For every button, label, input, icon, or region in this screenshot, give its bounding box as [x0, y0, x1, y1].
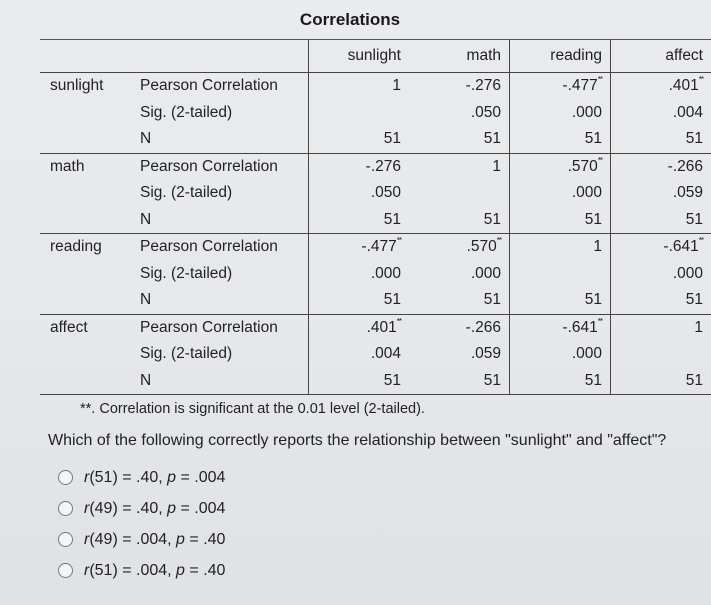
cell-value: 51	[483, 210, 501, 228]
cell-value: 51	[584, 210, 602, 228]
significance-stars: **	[597, 316, 602, 326]
option-text-rest: = .40	[184, 530, 226, 548]
cell-value: 51	[483, 130, 501, 148]
table-cell	[510, 73, 611, 100]
cell-value: -.641	[562, 318, 598, 336]
header-row	[40, 40, 711, 73]
table-cell	[611, 287, 711, 314]
answer-option[interactable]	[58, 555, 225, 586]
variable-label	[40, 341, 136, 368]
table-cell	[510, 100, 611, 127]
header-blank-2	[136, 40, 309, 73]
p-symbol: p	[167, 468, 177, 486]
table-cell	[309, 314, 410, 341]
cell-value: 1	[593, 238, 602, 256]
option-text: (51) = .004,	[89, 561, 177, 579]
cell-value: 51	[584, 291, 602, 309]
cell-value: .050	[470, 103, 501, 121]
variable-label: sunlight	[40, 73, 136, 100]
radio-button[interactable]	[58, 470, 73, 485]
cell-value: .000	[571, 345, 602, 363]
statistic-label: Sig. (2-tailed)	[140, 103, 233, 121]
option-text: (49) = .004,	[89, 530, 177, 548]
table-cell	[409, 126, 510, 153]
header-affect: affect	[611, 40, 711, 73]
table-row	[40, 368, 711, 395]
header-blank	[40, 40, 136, 73]
statistic-label: Pearson Correlation	[136, 153, 309, 180]
cell-value: .050	[370, 184, 401, 202]
p-symbol: p	[176, 561, 185, 579]
cell-value: .004	[672, 103, 703, 121]
variable-label	[40, 126, 136, 153]
cell-value: 51	[483, 371, 501, 389]
variable-label	[40, 100, 136, 127]
variable-label	[40, 261, 136, 288]
significance-stars: **	[396, 236, 401, 246]
table-cell	[409, 207, 510, 234]
table-cell	[309, 126, 410, 153]
cell-value: 1	[694, 318, 703, 336]
answer-option[interactable]	[58, 493, 225, 524]
answer-option[interactable]	[58, 524, 225, 555]
option-label	[84, 531, 225, 549]
r-symbol: r	[84, 561, 90, 579]
statistic-label: Sig. (2-tailed)	[140, 264, 233, 282]
p-symbol: p	[167, 499, 177, 517]
cell-value: .570	[567, 157, 598, 175]
variable-label	[40, 207, 136, 234]
table-cell	[409, 314, 510, 341]
table-cell	[409, 261, 510, 288]
significance-footnote: **. Correlation is significant at the 0.01 level (2-tailed).	[80, 401, 425, 417]
header-sunlight: sunlight	[309, 40, 410, 73]
cell-value: 51	[685, 371, 703, 389]
variable-label	[40, 368, 136, 395]
cell-value: .059	[470, 345, 501, 363]
r-symbol: r	[84, 468, 90, 486]
table-cell	[309, 207, 410, 234]
cell-value: 1	[492, 157, 501, 175]
statistic-label: Sig. (2-tailed)	[140, 184, 233, 202]
answer-option[interactable]	[58, 462, 225, 493]
cell-value: .004	[370, 345, 401, 363]
option-text: (51) = .40,	[89, 468, 168, 486]
significance-stars: **	[698, 75, 703, 85]
cell-value: .401	[366, 318, 397, 336]
table-row	[40, 100, 711, 127]
table-cell	[409, 100, 510, 127]
cell-value: .570	[466, 238, 497, 256]
r-symbol: r	[84, 530, 90, 548]
statistic-label: N	[140, 130, 152, 148]
significance-stars: **	[597, 75, 602, 85]
variable-label: reading	[40, 234, 136, 261]
table-cell	[309, 73, 410, 100]
correlations-table	[40, 39, 711, 395]
cell-value: 51	[685, 210, 703, 228]
table-row	[40, 126, 711, 153]
table-row	[40, 234, 711, 261]
variable-label: math	[40, 153, 136, 180]
table-cell	[510, 368, 611, 395]
cell-value: .000	[470, 264, 501, 282]
table-row	[40, 341, 711, 368]
question-text: Which of the following correctly reports the relationship between "sunlight" and "affect"?	[48, 432, 667, 449]
table-cell	[409, 153, 510, 180]
table-row	[40, 180, 711, 207]
significance-stars: **	[597, 155, 602, 165]
statistic-label: N	[136, 368, 309, 395]
variable-label	[40, 287, 136, 314]
table-cell	[510, 314, 611, 341]
cell-value: -.266	[465, 318, 501, 336]
table-row	[40, 287, 711, 314]
p-symbol: p	[176, 530, 185, 548]
table-cell	[409, 73, 510, 100]
significance-stars: **	[698, 236, 703, 246]
table-row	[40, 73, 711, 100]
table-cell	[611, 73, 711, 100]
cell-value: .000	[370, 264, 401, 282]
header-math: math	[409, 40, 510, 73]
cell-value: .059	[672, 184, 703, 202]
table-cell	[611, 368, 711, 395]
option-text-rest: = .004	[176, 499, 226, 517]
cell-value: -.477	[361, 238, 397, 256]
table-cell	[611, 180, 711, 207]
table-cell	[309, 180, 410, 207]
table-cell	[611, 314, 711, 341]
table-row	[40, 261, 711, 288]
cell-value: -.641	[663, 238, 699, 256]
table-cell	[611, 234, 711, 261]
table-cell	[309, 261, 410, 288]
statistic-label: Pearson Correlation	[136, 73, 309, 100]
table-cell	[409, 234, 510, 261]
significance-stars: **	[396, 316, 401, 326]
cell-value: 51	[483, 291, 501, 309]
r-symbol: r	[84, 499, 90, 517]
cell-value: .000	[571, 184, 602, 202]
table-cell	[611, 207, 711, 234]
variable-label: affect	[40, 314, 136, 341]
statistic-label: N	[140, 291, 152, 309]
table-row	[40, 207, 711, 234]
table-cell	[510, 126, 611, 153]
cell-value: 51	[685, 130, 703, 148]
option-label	[84, 500, 225, 518]
statistic-label: Pearson Correlation	[136, 234, 309, 261]
cell-value: 51	[383, 210, 401, 228]
table-cell	[510, 341, 611, 368]
option-label	[84, 469, 225, 487]
table-title: Correlations	[299, 10, 401, 29]
table-cell	[309, 287, 410, 314]
table-cell	[409, 341, 510, 368]
significance-stars: **	[496, 236, 501, 246]
statistic-label: Pearson Correlation	[136, 314, 309, 341]
table-cell	[510, 261, 611, 288]
statistic-label: Sig. (2-tailed)	[140, 345, 233, 363]
table-cell	[611, 341, 711, 368]
cell-value: 51	[383, 130, 401, 148]
radio-button[interactable]	[58, 563, 73, 578]
cell-value: 51	[383, 371, 401, 389]
option-text-rest: = .004	[176, 468, 226, 486]
table-cell	[611, 153, 711, 180]
table-cell	[309, 368, 410, 395]
table-cell	[309, 100, 410, 127]
statistic-label: N	[140, 210, 152, 228]
cell-value: 51	[383, 291, 401, 309]
table-cell	[309, 341, 410, 368]
table-cell	[409, 180, 510, 207]
table-body	[40, 73, 711, 395]
option-text: (49) = .40,	[89, 499, 168, 517]
cell-value: 1	[392, 77, 401, 95]
option-label	[84, 562, 225, 580]
cell-value: .000	[672, 264, 703, 282]
table-cell	[409, 368, 510, 395]
table-cell	[611, 261, 711, 288]
table-cell	[309, 234, 410, 261]
table-cell	[510, 287, 611, 314]
cell-value: 51	[685, 291, 703, 309]
radio-button[interactable]	[58, 501, 73, 516]
table-row	[40, 153, 711, 180]
cell-value: 51	[584, 130, 602, 148]
cell-value: -.276	[465, 77, 501, 95]
header-reading: reading	[510, 40, 611, 73]
radio-button[interactable]	[58, 532, 73, 547]
table-cell	[409, 287, 510, 314]
table-cell	[510, 153, 611, 180]
table-row	[40, 314, 711, 341]
cell-value: -.266	[667, 157, 703, 175]
table-cell	[510, 180, 611, 207]
answer-options	[58, 462, 225, 586]
table-cell	[309, 153, 410, 180]
table-cell	[510, 234, 611, 261]
cell-value: .401	[668, 77, 699, 95]
table-cell	[611, 100, 711, 127]
cell-value: -.276	[365, 157, 401, 175]
cell-value: .000	[571, 103, 602, 121]
cell-value: -.477	[562, 77, 598, 95]
table-cell	[510, 207, 611, 234]
table-cell	[611, 126, 711, 153]
option-text-rest: = .40	[184, 561, 226, 579]
cell-value: 51	[584, 371, 602, 389]
variable-label	[40, 180, 136, 207]
